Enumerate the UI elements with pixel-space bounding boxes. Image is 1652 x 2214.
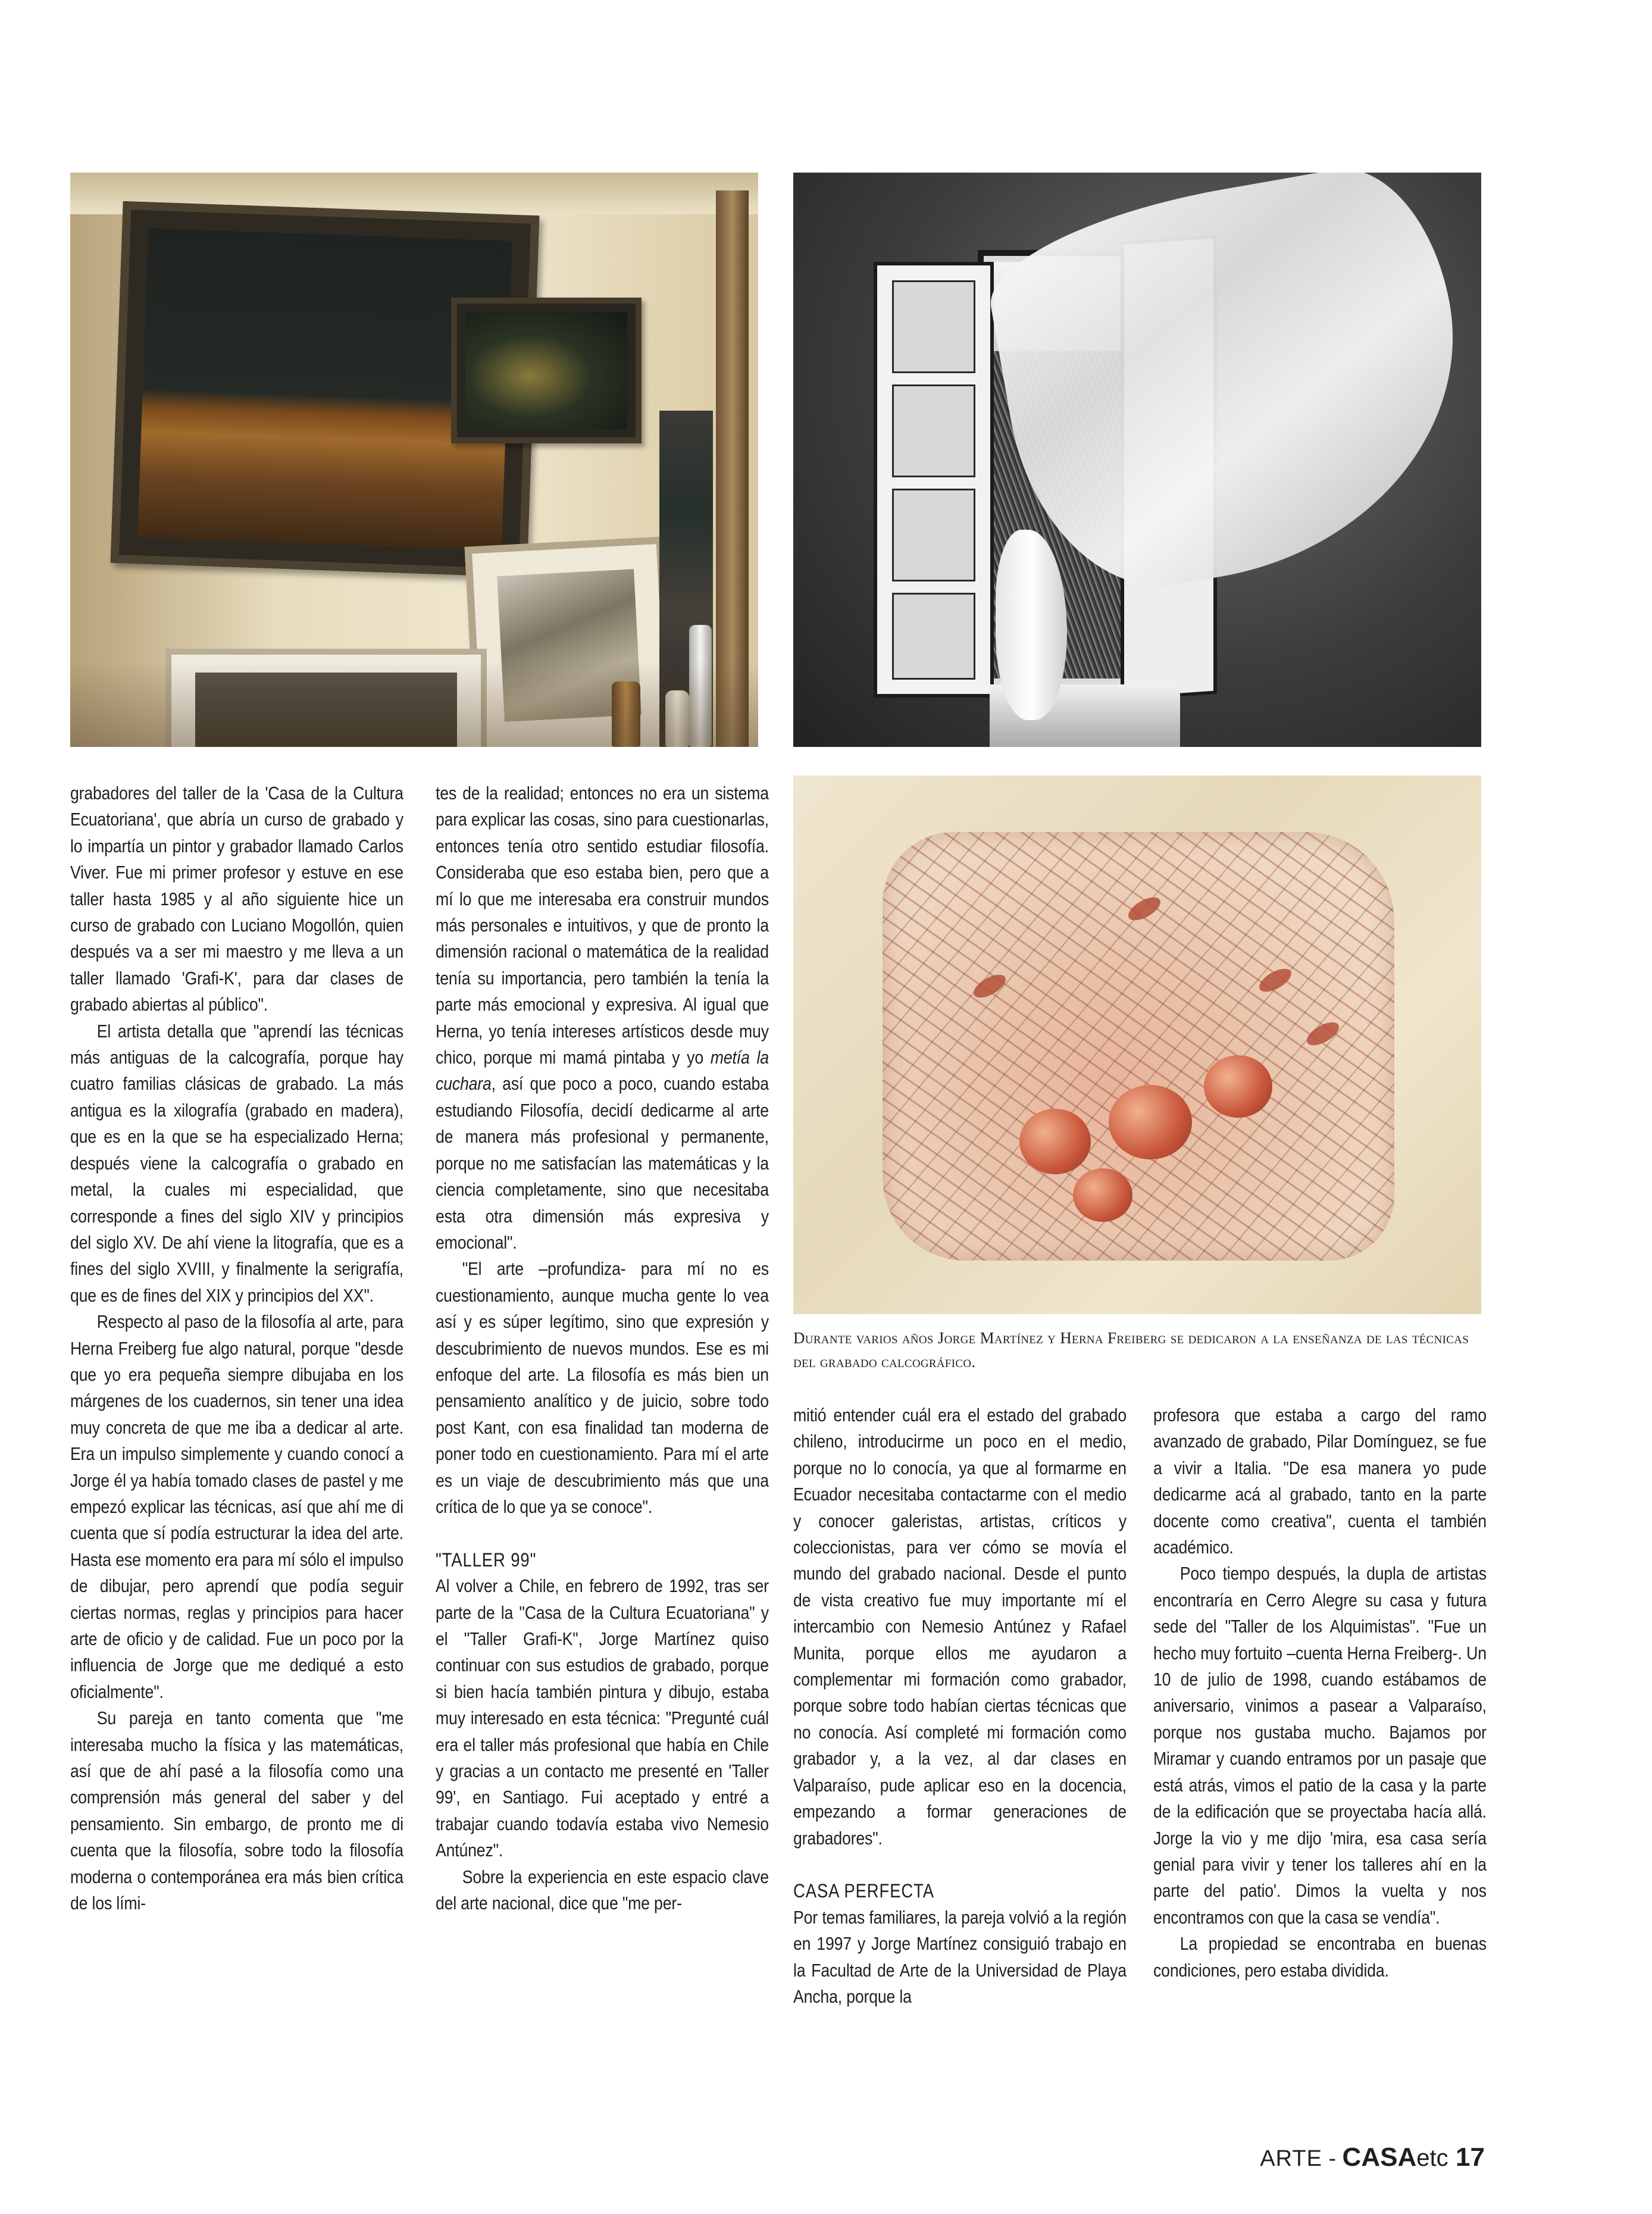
paragraph-text: tes de la realidad; entonces no era un sistema para explicar las cosas, sino para cuestionarlas, entonces tenía otro sentido estudiar filosofía. Consideraba que eso estaba bien, pero que a mí lo que me interesaba era construir mundos más personales e intuitivos, y que de pronto la dimensión racional o matemática de la realidad tenía su importancia, pero también la tenía la parte más emocional y expresiva. Al igual que Herna, yo tenía intereses artísticos desde muy chico, porque mi mamá pintaba y yo [436,783,769,1068]
text-column-4 [1153,1402,1487,1984]
paragraph-text: , así que poco a poco, cuando estaba estudiando Filosofía, decidí dedicarme al arte de manera más profesional y permanente, porque no me satisfacían las matemáticas y la ciencia completamente, sino que necesitaba esta otra dimensión más expresiva y emocional". [436,1073,769,1253]
section-label: ARTE [1260,2146,1322,2171]
pomegranate [1019,1109,1091,1174]
photo-window-engraving [793,173,1481,747]
section-heading: CASA PERFECTA [793,1880,934,1902]
text-column-2 [436,780,769,1916]
magazine-brand: CASA [1342,2143,1417,2172]
paragraph: El artista detalla que "aprendí las técnicas más antiguas de la calcografía, porque hay cuatro familias clásicas de grabado. La más antigua es la xilografía (grabado en madera), que es en la que se ha especializado Herna; después viene la calcografía o grabado en metal, la cuales mi especialidad, que corresponde a fines del siglo XIV y principios del siglo XV. De ahí viene la litografía, que es a fines del siglo XVIII, y finalmente la serigrafía, que es de fines del XIX y principios del XX". [70,1020,403,1306]
text-column-3 [793,1402,1127,2010]
separator: - [1328,2146,1337,2171]
paragraph: Sobre la experiencia en este espacio clave del arte nacional, dice que "me per- [436,1866,769,1914]
magazine-brand-suffix: etc [1416,2145,1448,2171]
paragraph: Poco tiempo después, la dupla de artistas encontraría en Cerro Alegre su casa y futura sede del "Taller de los Alquimistas". "Fue un hecho muy fortuito –cuenta Herna Freiberg-. Un 10 de julio de 1998, cuando estábamos de aniversario, vinimos a pasear a Valparaíso, porque nos gustaba mucho. Bajamos por Miramar y cuando entramos por un pasaje que está atrás, vimos el patio de la casa y la parte de la edificación que se proyectaba hacía allá. Jorge la vio y me dijo 'mira, esa casa sería genial para vivir y tener los talleres ahí en la parte del patio'. Dimos la vuelta y nos encontramos con que la casa se vendía". [1153,1563,1487,1928]
pomegranate [1204,1055,1272,1118]
paragraph: Por temas familiares, la pareja volvió a la región en 1997 y Jorge Martínez consiguió trabajo en la Facultad de Arte de la Universidad de Playa Ancha, porque la [793,1906,1127,2007]
paragraph: Al volver a Chile, en febrero de 1992, tras ser parte de la "Casa de la Cultura Ecuatoriana" y el "Taller Grafi-K", Jorge Martínez quiso continuar con sus estudios de grabado, porque si bien hacía también pintura y dibujo, estaba muy interesado en esta técnica: "Pregunté cuál era el taller más profesional que había en Chile y gracias a un contacto me presenté en 'Taller 99', en Santiago. Fui aceptado y entré a trabajar cuando todavía estaba vivo Nemesio Antúnez". [436,1575,769,1861]
engraving-plate [883,832,1394,1261]
window-left-shutter [874,262,994,698]
photo-art-interior [70,173,758,747]
pomegranate [1073,1168,1132,1222]
pomegranate [1109,1085,1192,1159]
text-column-1 [70,780,403,1916]
paragraph: profesora que estaba a cargo del ramo avanzado de grabado, Pilar Domínguez, se fue a vivir a Italia. "De esa manera yo pude dedicarme acá al grabado, tanto en la parte docente como creativa", cuenta el también académico. [1153,1405,1487,1558]
paragraph [436,780,769,1256]
photo-color-engraving [793,775,1481,1314]
section-heading: "TALLER 99" [436,1549,537,1571]
paragraph: Su pareja en tanto comenta que "me interesaba mucho la física y las matemáticas, así que de ahí pasé a la filosofía como una comprensión más general del saber y del pensamiento. Sin embargo, de pronto me di cuenta que la filosofía, sobre todo la filosofía moderna o contemporánea era más bien crítica de los lími- [70,1708,403,1914]
italic-phrase: metía la cuchara [436,1047,769,1095]
paragraph: Respecto al paso de la filosofía al arte, para Herna Freiberg fue algo natural, porque "desde que yo era pequeña siempre dibujaba en los márgenes de los cuadernos, sin tener una idea muy concreta de que me iba a dedicar al arte. Era un impulso simplemente y cuando conocí a Jorge él ya había tomado clases de pastel y me empezó explicar las técnicas, así que ahí me di cuenta que sí podía estructurar la idea del arte. Hasta ese momento era para mí sólo el impulso de dibujar, pero aprendí que podía seguir ciertas normas, reglas y principios para hacer arte de oficio y de calidad. Fue un poco por la influencia de Jorge que me dediqué a esto oficialmente". [70,1311,403,1702]
page-number: 17 [1456,2143,1485,2172]
floor-shadow [70,661,758,747]
photo-caption: Durante varios años Jorge Martínez y Herna Freiberg se dedicaron a la enseñanza de las técnicas del grabado calcográfico. [793,1329,1469,1371]
small-framed-painting [451,298,642,443]
paragraph: La propiedad se encontraba en buenas condiciones, pero estaba dividida. [1153,1933,1487,1981]
page-footer [1247,2143,1485,2172]
paragraph: "El arte –profundiza- para mí no es cuestionamiento, aunque mucha gente lo vea así y es súper legítimo, sino que expresión y descubrimiento de nuevos mundos. Ese es mi enfoque del arte. La filosofía es más bien un pensamiento analítico y de juicio, sobre todo post Kant, con esa finalidad tan moderna de poner todo en cuestionamiento. Para mí el arte es un viaje de descubrimiento más que una crítica de lo que ya se conoce". [436,1258,769,1517]
paragraph: grabadores del taller de la 'Casa de la Cultura Ecuatoriana', que abría un curso de grabado y lo impartía un pintor y grabador llamado Carlos Viver. Fue mi primer profesor y estuve en ese taller hasta 1985 y al año siguiente hice un curso de grabado con Luciano Mogollón, quien después va a ser mi maestro y me lleva a un taller llamado 'Grafi-K', para dar clases de grabado abiertas al público". [70,783,403,1015]
paragraph: mitió entender cuál era el estado del grabado chileno, introducirme un poco en el medio, porque no lo conocía, ya que al formarme en Ecuador necesitaba contactarme con el medio y conocer galeristas, artistas, críticos y coleccionistas, para ver cómo se movía el mundo del grabado nacional. Desde el punto de vista creativo fue muy importante mí el intercambio con Nemesio Antúnez y Rafael Munita, porque ellos me ayudaron a complementar mi formación como grabador, porque sobre todo habían ciertas técnicas que no conocía. Así completé mi formación como grabador y, a la vez, al dar clases en Valparaíso, pude aplicar eso en la docencia, empezando a formar generaciones de grabadores". [793,1405,1127,1849]
